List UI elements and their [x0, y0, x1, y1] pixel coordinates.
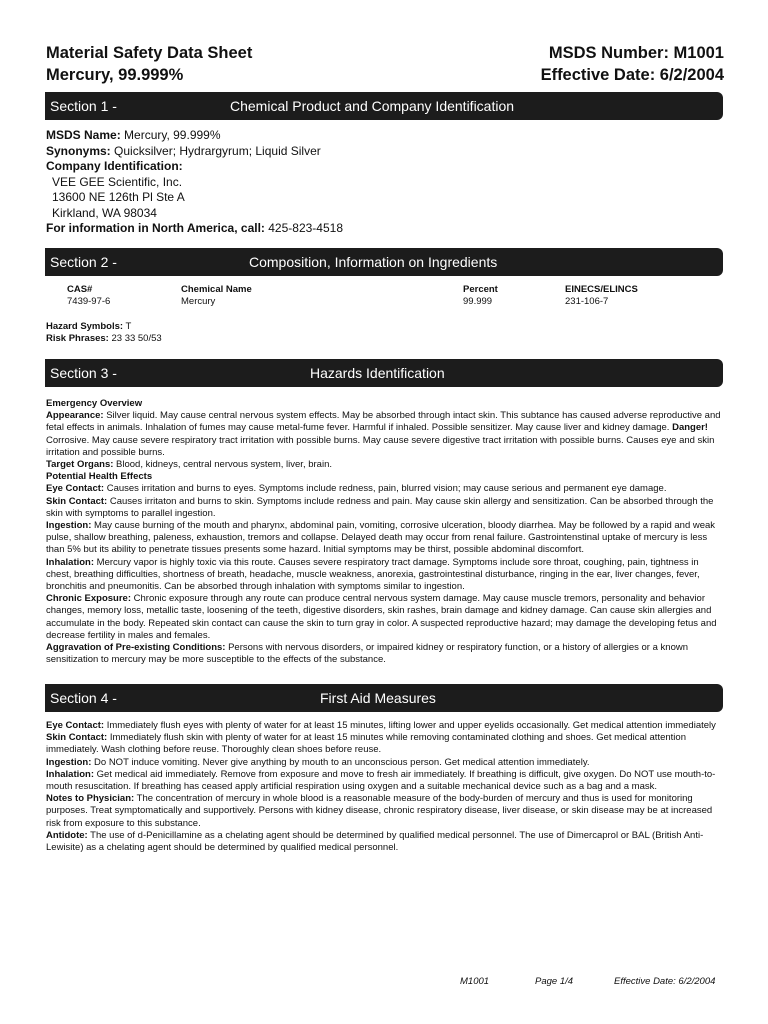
paragraph-ingestion: Ingestion: Do NOT induce vomiting. Never give anything by mouth to an unconscious person. Get medical attention immediately. — [46, 756, 590, 768]
hazard-info — [46, 321, 722, 345]
section-1-content — [46, 128, 722, 237]
risk-phrases: Risk Phrases: 23 33 50/53 — [46, 333, 162, 345]
section-2-bar — [45, 248, 723, 276]
paragraph-notes-to-physician: Notes to Physician: The concentration of mercury in whole blood is a reasonable measure of the body-burden of mercury and thus is used for monitoring purposes. Treat symptomatically and supportively. Persons with kidney disease, chronic respiratory disease, liver disease, or skin disease may be at increased risk from exposure to this substance. — [46, 793, 713, 829]
table-cell: 231-106-7 — [565, 296, 609, 307]
column-header: CAS# — [67, 284, 93, 295]
section-4-bar — [45, 684, 723, 712]
section-title: Composition, Information on Ingredients — [249, 254, 498, 270]
document-header — [46, 42, 724, 86]
product-name: Mercury, 99.999% — [46, 66, 184, 84]
section-1-bar — [45, 92, 723, 120]
paragraph-eye-contact: Eye Contact: Immediately flush eyes with plenty of water for at least 15 minutes, lifting lower and upper eyelids occasionally. Get medical attention immediately — [46, 720, 716, 731]
paragraph-appearance: Appearance: Silver liquid. May cause central nervous system effects. May be absorbed through intact skin. This subtance has caused adverse reproductive and fetal effects in animals. Inhalation of fumes may cause metal-fume fever. Harmful if inhaled. Possible sensitizer. May cause liver and kidney damage. Danger! Corrosive. May cause severe respiratory tract irritation with possible burns. May cause severe digestive tract irritation with possible burns. Causes eye and skin irritation and possible burns. — [46, 410, 721, 458]
document-title: Material Safety Data Sheet — [46, 44, 253, 62]
column-header: EINECS/ELINCS — [565, 284, 638, 295]
paragraph-aggravation: Aggravation of Pre-existing Conditions: Persons with nervous disorders, or impaired kidney or respiratory function, or a history of allergies or a known sensitization to mercury may be more susceptible to the effects of the substance. — [46, 642, 688, 666]
company-line: Kirkland, WA 98034 — [52, 205, 157, 220]
paragraph-inhalation: Inhalation: Mercury vapor is highly toxic via this route. Causes severe respiratory tract damage. Symptoms include sore throat, coughing, pain, tightness in chest, breathing difficulties, shortness of breath, headache, muscle weakness, anorexia, gastrointestinal disturbance, ringing in the ear, liver changes, fever, bronchitis and pneumonitis. Can be absorbed through inhalation with symptoms similar to ingestion. — [46, 556, 700, 593]
msds-number: MSDS Number: M1001 — [548, 44, 724, 62]
table-cell: 99.999 — [463, 296, 493, 307]
table-cell: 7439-97-6 — [67, 296, 111, 307]
footer-code: M1001 — [460, 976, 490, 987]
paragraph-target-organs: Target Organs: Blood, kidneys, central nervous system, liver, brain. — [46, 459, 332, 471]
column-header: Percent — [463, 284, 498, 295]
section-number: Section 2 - — [50, 254, 117, 270]
subheading: Potential Health Effects — [46, 471, 153, 483]
company-line: 13600 NE 126th Pl Ste A — [52, 190, 185, 204]
section-4-content — [46, 720, 722, 854]
table-cell: Mercury — [181, 296, 216, 307]
section-number: Section 3 - — [50, 365, 117, 381]
column-header: Chemical Name — [181, 284, 252, 295]
paragraph-inhalation: Inhalation: Get medical aid immediately. Remove from exposure and move to fresh air immediately. If breathing is difficult, give oxygen. Do NOT use mouth-to-mouth resuscitation. If breathing has ceased apply artificial respiration using oxygen and a suitable mechanical device such as a bag and a mask. — [46, 768, 716, 793]
ingredients-table — [46, 284, 722, 310]
section-3-bar — [45, 359, 723, 387]
paragraph-chronic-exposure: Chronic Exposure: Chronic exposure through any route can produce central nervous system damage. May cause muscle tremors, personality and behavior changes, memory loss, metallic taste, loosening of the teeth, digestive disorders, skin rashes, brain damage and kidney damage. Can cause skin allergies and accumulate in the body. Repeated skin contact can cause the skin to turn gray in color. A suspected reproductive hazard; may damage the developing fetus and decrease fertility in males and females. — [46, 593, 717, 641]
effective-date: Effective Date: 6/2/2004 — [540, 66, 724, 84]
section-title: First Aid Measures — [320, 690, 436, 706]
paragraph-skin-contact: Skin Contact: Immediately flush skin with plenty of water for at least 15 minutes while removing contaminated clothing and shoes. Get medical attention immediately. Wash clothing before reuse. Thoroughly clean shoes before reuse. — [46, 732, 686, 756]
footer-date: Effective Date: 6/2/2004 — [614, 976, 716, 987]
section-3-content — [46, 398, 722, 666]
phone-line: For information in North America, call: 425-823-4518 — [46, 221, 343, 235]
hazard-symbols: Hazard Symbols: T — [46, 321, 132, 332]
synonyms-line: Synonyms: Quicksilver; Hydrargyrum; Liquid Silver — [46, 143, 321, 158]
section-number: Section 1 - — [50, 98, 117, 114]
company-label: Company Identification: — [46, 159, 183, 173]
section-number: Section 4 - — [50, 690, 117, 706]
subheading: Emergency Overview — [46, 398, 143, 409]
msds-name-line: MSDS Name: Mercury, 99.999% — [46, 128, 221, 142]
footer-page-number: Page 1/4 — [535, 976, 574, 987]
section-title: Chemical Product and Company Identification — [230, 98, 515, 114]
company-line: VEE GEE Scientific, Inc. — [52, 174, 183, 189]
paragraph-ingestion: Ingestion: May cause burning of the mouth and pharynx, abdominal pain, vomiting, corrosive ulceration, bloody diarrhea. May be followed by a rapid and weak pulse, shallow breathing, paleness, exhaustion, tremors and collapse. Delayed death may occur from renal failure. Gastrointenstinal uptake of mercury is less than 5% but its ability to penetrate tissues presents some hazard. Initial symptoms may be thirst, possible abdominal discomfort. — [46, 520, 716, 556]
paragraph-skin-contact: Skin Contact: Causes irritaton and burns to skin. Symptoms include redness and pain. May cause skin allergy and sensitization. Can be absorbed through the skin with symptoms to parallel ingestion. — [46, 495, 714, 519]
paragraph-antidote: Antidote: The use of d-Penicillamine as a chelating agent should be determined by qualified medical personnel. The use of Dimercaprol or BAL (British Anti-Lewisite) as a chelating agent should be determined by qualified medical personnel. — [46, 829, 704, 854]
paragraph-eye-contact: Eye Contact: Causes irritation and burns to eyes. Symptoms include redness, pain, blurred vision; may cause serious and permanent eye damage. — [46, 483, 667, 495]
section-title: Hazards Identification — [310, 365, 445, 381]
